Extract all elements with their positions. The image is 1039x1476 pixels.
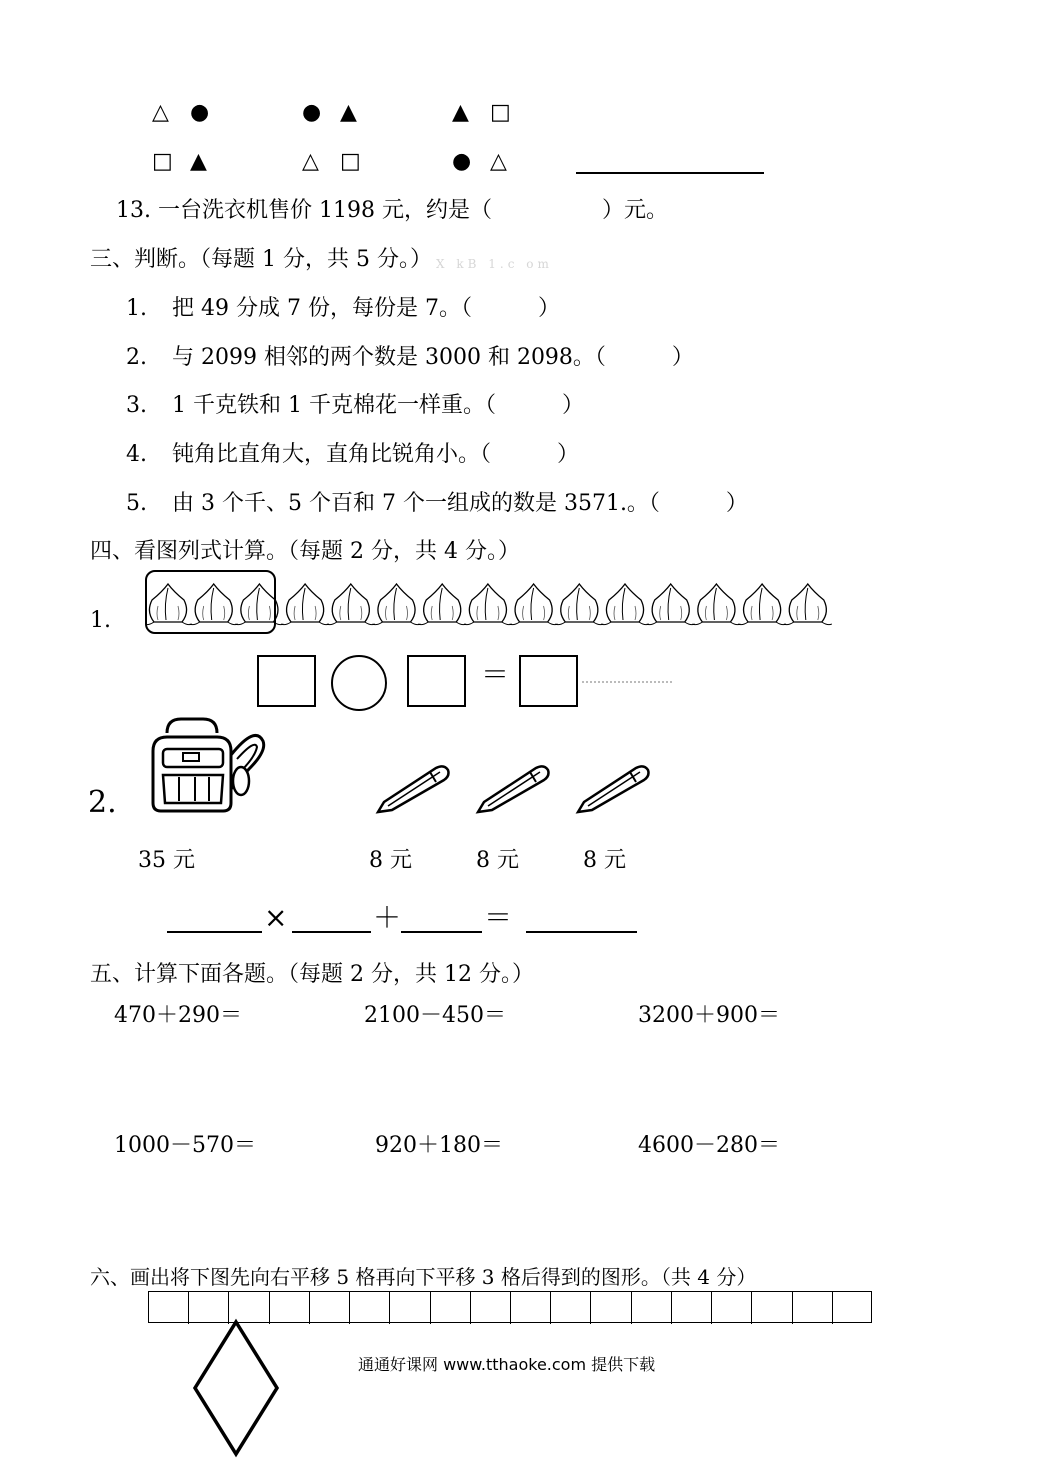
grid-line (671, 1292, 672, 1324)
question-13: 13. 一台洗衣机售价 1198 元，约是（ ）元。 (116, 198, 668, 223)
price-label: 8 元 (583, 848, 626, 873)
peach-icon (327, 584, 375, 625)
blank-line[interactable] (292, 931, 371, 933)
pen-icon (574, 760, 654, 816)
grid-line (389, 1292, 390, 1324)
peach-icon (692, 584, 740, 625)
judge-item: 钝角比直角大，直角比锐角小。（ ） (172, 442, 580, 467)
filled-circle-icon: ● (452, 149, 472, 174)
times-sign: × (264, 901, 288, 934)
hollow-triangle-icon: △ (302, 149, 319, 174)
grid-line (832, 1292, 833, 1324)
calc-expression: 470＋290＝ (114, 1003, 242, 1028)
peach-icon (510, 584, 558, 625)
peach-icon (738, 584, 786, 625)
backpack-icon (145, 715, 270, 815)
question-1-num: 1. (90, 608, 111, 633)
grid-line (631, 1292, 632, 1324)
filled-circle-icon: ● (302, 100, 322, 125)
calc-expression: 2100－450＝ (364, 1003, 506, 1028)
peach-row (146, 576, 846, 632)
judge-num: 1. (126, 296, 147, 321)
peach-icon (235, 584, 283, 625)
equals-sign: ＝ (484, 901, 513, 934)
plus-sign: ＋ (373, 901, 402, 934)
price-label: 35 元 (138, 848, 195, 873)
blank-line[interactable] (401, 931, 482, 933)
peach-icon (190, 584, 238, 625)
hollow-triangle-icon: △ (152, 100, 169, 125)
hollow-square-icon: □ (490, 100, 511, 125)
answer-box-1[interactable] (257, 655, 316, 707)
peach-icon (373, 584, 421, 625)
price-label: 8 元 (476, 848, 519, 873)
filled-triangle-icon: ▲ (452, 100, 469, 125)
section-3-title: 三、判断。（每题 1 分，共 5 分。） (90, 247, 432, 272)
calc-expression: 1000－570＝ (114, 1133, 256, 1158)
judge-num: 2. (126, 345, 147, 370)
judge-num: 5. (126, 491, 147, 516)
operator-circle[interactable] (331, 655, 387, 711)
rhombus-shape (190, 1318, 282, 1458)
pen-icon (474, 760, 554, 816)
judge-num: 3. (126, 393, 147, 418)
judge-item: 与 2099 相邻的两个数是 3000 和 2098。（ ） (172, 345, 694, 370)
judge-item: 由 3 个千、5 个百和 7 个一组成的数是 3571.。（ ） (172, 491, 748, 516)
calc-expression: 3200＋900＝ (638, 1003, 780, 1028)
answer-box-2[interactable] (407, 655, 466, 707)
judge-item: 把 49 分成 7 份，每份是 7。（ ） (172, 296, 560, 321)
judge-item: 1 千克铁和 1 千克棉花一样重。（ ） (172, 393, 584, 418)
blank-line[interactable] (526, 931, 637, 933)
pen-icon (374, 760, 454, 816)
question-2-num: 2. (88, 785, 117, 820)
grid-line (550, 1292, 551, 1324)
section-6-title: 六、画出将下图先向右平移 5 格再向下平移 3 格后得到的图形。（共 4 分） (90, 1265, 757, 1289)
hollow-triangle-icon: △ (490, 149, 507, 174)
peach-icon (555, 584, 603, 625)
peach-icon (146, 584, 192, 625)
grid-line (430, 1292, 431, 1324)
hollow-square-icon: □ (340, 149, 361, 174)
section-5-title: 五、计算下面各题。（每题 2 分，共 12 分。） (90, 962, 534, 987)
calc-expression: 4600－280＝ (638, 1133, 780, 1158)
grid-line (349, 1292, 350, 1324)
grid-line (590, 1292, 591, 1324)
peach-icon (784, 584, 832, 625)
judge-num: 4. (126, 442, 147, 467)
price-label: 8 元 (369, 848, 412, 873)
grid-line (470, 1292, 471, 1324)
grid-line (711, 1292, 712, 1324)
dotted-guide (582, 681, 672, 683)
hollow-square-icon: □ (152, 149, 173, 174)
answer-line[interactable] (576, 172, 764, 174)
answer-box-3[interactable] (519, 655, 578, 707)
footer-text: 通通好课网 www.tthaoke.com 提供下载 (358, 1355, 656, 1374)
peach-icon (281, 584, 329, 625)
calc-expression: 920＋180＝ (375, 1133, 503, 1158)
equals-sign: ＝ (481, 658, 510, 691)
grid-line (751, 1292, 752, 1324)
filled-circle-icon: ● (190, 100, 210, 125)
blank-line[interactable] (167, 931, 262, 933)
filled-triangle-icon: ▲ (190, 149, 207, 174)
section-4-title: 四、看图列式计算。（每题 2 分，共 4 分。） (90, 539, 520, 564)
filled-triangle-icon: ▲ (340, 100, 357, 125)
peach-icon (647, 584, 695, 625)
grid-line (792, 1292, 793, 1324)
peach-icon (601, 584, 649, 625)
watermark: X kB 1.c om (436, 257, 553, 271)
peach-icon (464, 584, 512, 625)
grid-line (510, 1292, 511, 1324)
grid-line (309, 1292, 310, 1324)
peach-icon (418, 584, 466, 625)
